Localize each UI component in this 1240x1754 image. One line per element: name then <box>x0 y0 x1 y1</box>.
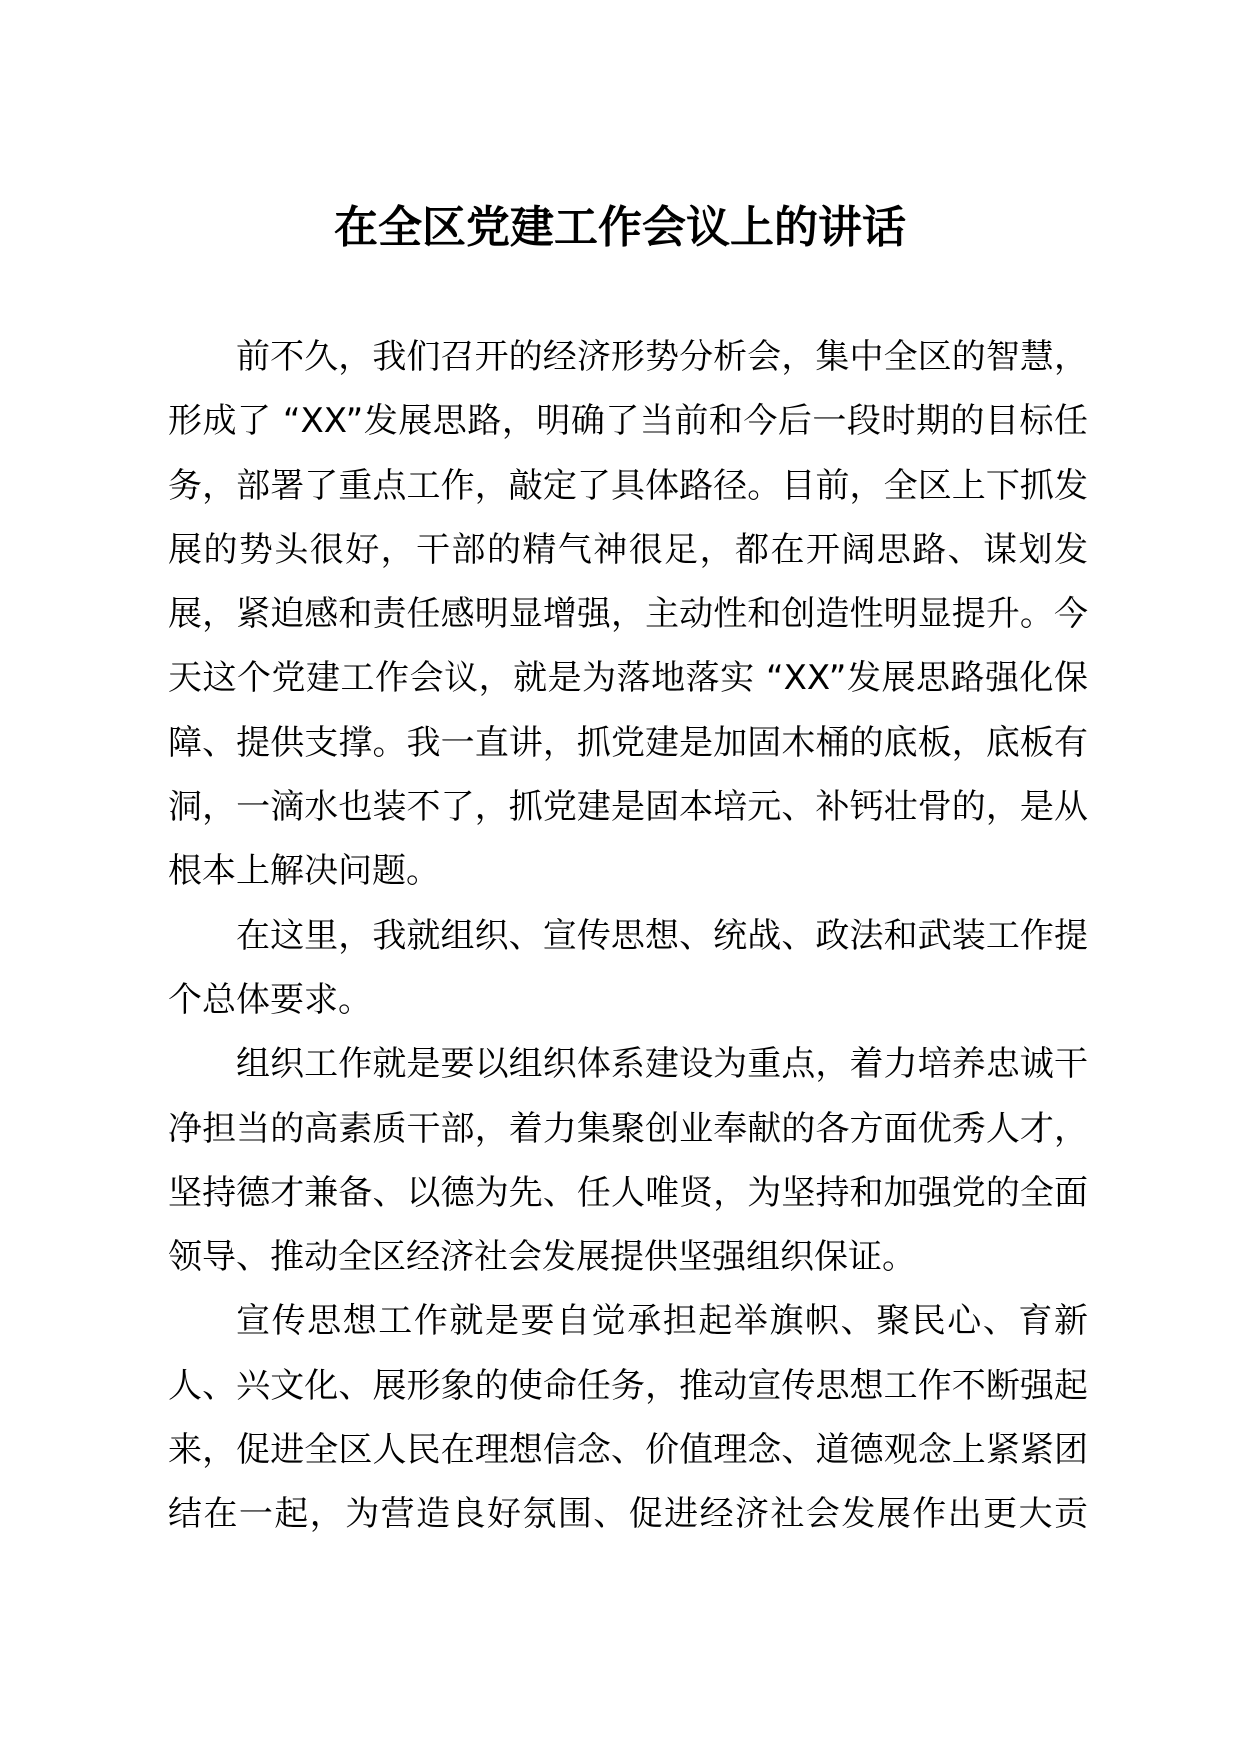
text-line: 展的势头很好，干部的精气神很足，都在开阔思路、谋划发 <box>168 529 1088 570</box>
paragraph-propaganda <box>168 1289 1088 1546</box>
text-line: 领导、推动全区经济社会发展提供坚强组织保证。 <box>168 1237 916 1278</box>
text-line: 务，部署了重点工作，敲定了具体路径。目前，全区上下抓发 <box>168 465 1088 506</box>
text-line: 天这个党建工作会议，就是为落地落实 “XX”发展思路强化保 <box>168 658 1088 699</box>
text-line: 人、兴文化、展形象的使命任务，推动宣传思想工作不断强起 <box>168 1365 1088 1406</box>
text-line: 坚持德才兼备、以德为先、任人唯贤，为坚持和加强党的全面 <box>168 1172 1088 1213</box>
text-line: 根本上解决问题。 <box>168 851 440 892</box>
text-line: 组织工作就是要以组织体系建设为重点，着力培养忠诚干 <box>236 1044 1088 1085</box>
text-line: 个总体要求。 <box>168 979 372 1020</box>
text-line: 净担当的高素质干部，着力集聚创业奉献的各方面优秀人才， <box>168 1108 1088 1149</box>
document-body <box>168 325 1088 1547</box>
text-line: 在这里，我就组织、宣传思想、统战、政法和武装工作提 <box>236 915 1088 956</box>
paragraph-requirements <box>168 904 1088 1033</box>
text-line: 来，促进全区人民在理想信念、价值理念、道德观念上紧紧团 <box>168 1430 1088 1471</box>
paragraph-organization <box>168 1032 1088 1289</box>
paragraph-intro <box>168 325 1088 904</box>
text-line: 展，紧迫感和责任感明显增强，主动性和创造性明显提升。今 <box>168 594 1088 635</box>
document-title: 在全区党建工作会议上的讲话 <box>334 202 906 253</box>
text-line: 宣传思想工作就是要自觉承担起举旗帜、聚民心、育新 <box>236 1301 1088 1342</box>
text-line: 形成了 “XX”发展思路，明确了当前和今后一段时期的目标任 <box>168 401 1088 442</box>
text-line: 洞，一滴水也装不了，抓党建是固本培元、补钙壮骨的，是从 <box>168 787 1088 828</box>
text-line: 结在一起，为营造良好氛围、促进经济社会发展作出更大贡 <box>168 1494 1088 1535</box>
text-line: 障、提供支撑。我一直讲，抓党建是加固木桶的底板，底板有 <box>168 722 1088 763</box>
text-line: 前不久，我们召开的经济形势分析会，集中全区的智慧， <box>236 337 1088 377</box>
